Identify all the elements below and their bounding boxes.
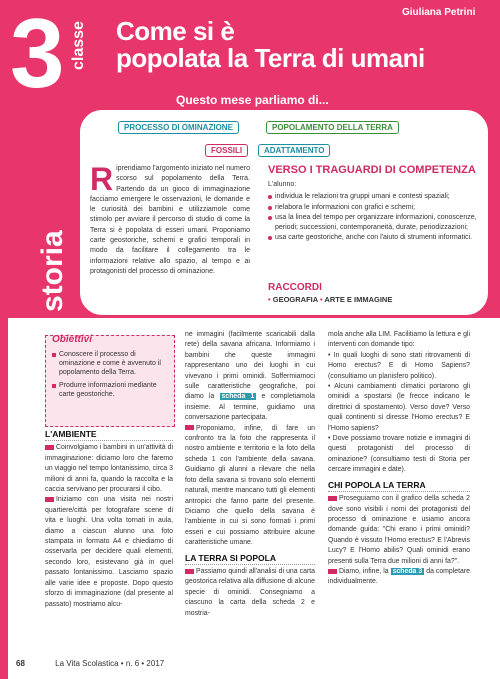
raccordi-heading: RACCORDI: [268, 282, 322, 293]
paragraph-text: e completiamola insieme. Al termine, guidiamo una conversazione partecipata.: [185, 393, 315, 422]
section-heading: CHI POPOLA LA TERRA: [328, 480, 470, 492]
scheda-highlight: scheda 1: [221, 393, 255, 401]
page-number: 68: [16, 659, 25, 668]
page-footer: [16, 659, 164, 668]
list-item: usa la linea del tempo per organizzare informazioni, conoscenze, periodi; successioni, contemporaneità, durate, periodizzazioni;: [268, 213, 480, 232]
paragraph-marker: [185, 425, 194, 430]
column-2: [185, 330, 315, 619]
side-strip: [0, 318, 8, 679]
paragraph-text: Coinvolgiamo i bambini in un'attività di immaginazione: diciamo loro che faremo un viaggio nel tempo lontanissimo, circa 3 milioni di anni fa, quando la raccolta e la caccia servivano per procurarsi il cibo.: [45, 444, 173, 494]
intro-body: iprendiamo l'argomento iniziato nel numero scorso sul popolamento della Terra. Partendo da un gioco di immaginazione facciamo emergere le osservazioni, le domande e le curiosità dei bambini e utilizziamole come stimolo per avviare il percorso di studio di come la Terra si è popolata di esseri umani. Proponiamo carte geostoriche, schemi e grafici temporali in modo da facilitare il collegamento tra le informazioni relative allo spazio, al tempo e ai protagonisti del processo di ominazione.: [90, 165, 250, 275]
paragraph-marker: [328, 569, 337, 574]
grade-label: classe: [70, 21, 87, 70]
raccordo-arte: ARTE E IMMAGINE: [324, 295, 393, 304]
tag-fossili: FOSSILI: [205, 144, 248, 157]
list-item: Produrre informazioni mediante carte geostoriche.: [52, 381, 170, 399]
paragraph-text: Diamo, infine, la: [339, 567, 389, 575]
paragraph-marker: [185, 569, 194, 574]
paragraph: [45, 495, 173, 609]
list-item: usa carte geostoriche, anche con l'aiuto di strumenti informatici.: [268, 233, 480, 243]
magazine-info: La Vita Scolastica • n. 6 • 2017: [55, 659, 165, 668]
section-heading: L'AMBIENTE: [45, 429, 173, 441]
section-heading: LA TERRA SI POPOLA: [185, 553, 315, 565]
obiettivi-heading: Obiettivi: [52, 334, 93, 345]
bullet: • Dove possiamo trovare notizie e immagini di questi protagonisti del processo di ominazione? (consultiamo testi di Storia per cercare immagini e date).: [328, 435, 470, 474]
paragraph: mola anche alla LIM. Facilitiamo la lettura e gli interventi con domande tipo:: [328, 331, 470, 349]
paragraph-text: Passiamo quindi all'analisi di una carta geostorica relativa alla diffusione di alcune specie di ominidi. Consegniamo a ciascuno la carta della scheda 2 e mostria-: [185, 567, 315, 617]
paragraph: [328, 567, 470, 588]
obiettivi-box: [45, 335, 175, 427]
paragraph-text: da completare individualmente.: [328, 567, 470, 586]
author: Giuliana Petrini: [402, 7, 476, 18]
page-title: [116, 18, 425, 72]
raccordo-geografia: GEOGRAFIA: [272, 295, 318, 304]
traguardi-list: [268, 192, 480, 244]
intro-text: [90, 161, 250, 277]
grade-number: 3: [10, 0, 65, 108]
bullet: • In quali luoghi di sono stati ritrovamenti di Homo erectus? E di Homo Sapiens? (consultiamo un planisfero politico).: [328, 351, 470, 380]
obiettivi-list: [52, 350, 170, 402]
traguardi-lead: L'alunno:: [268, 181, 297, 188]
column-3: [328, 330, 470, 588]
paragraph-text: Proponiamo, infine, di fare un confronto tra la foto che rappresenta il nostro ambiente e territorio e la foto della scheda 1 con l'ambiente della savana. Guidiamo gli alunni a rilevare che nella foto della savana si trovano solo elementi naturali, mentre mancano tutti gli elementi antropici che fanno parte del presente. Diciamo che quello della savana è l'ambiente in cui si sono formati i primi esseri e cui possiamo attribuire alcune caratteristiche umane.: [185, 424, 315, 547]
paragraph: [185, 330, 315, 424]
list-item: individua le relazioni tra gruppi umani e contesti spaziali;: [268, 192, 480, 202]
list-item: rielabora le informazioni con grafici e schemi;: [268, 203, 480, 213]
paragraph-text: ne immagini (facilmente scaricabili dalla rete) della savana africana. Informiamo i bambini che queste immagini rappresentano uno dei luoghi in cui vivevano i primi ominidi. Soffermiamoci sulle caratteristiche geografiche, poi diamo la: [185, 331, 315, 401]
drop-cap: R: [90, 161, 114, 197]
paragraph-marker: [45, 497, 54, 502]
month-heading: Questo mese parliamo di...: [176, 93, 329, 107]
traguardi-heading: VERSO I TRAGUARDI DI COMPETENZA: [268, 164, 476, 176]
bullet: • Alcuni cambiamenti climatici portarono gli ominidi a spostarsi (le frecce indicano le direttrici di spostamento). Verso dove? Verso quali continenti si diresse l'Homo erectus? E l'Homo sapiens?: [328, 383, 470, 432]
paragraph: [185, 567, 315, 619]
paragraph-marker: [45, 445, 54, 450]
paragraph-text: Proseguiamo con il grafico della scheda 2 dove sono visibili i nomi dei protagonisti del processo di ominazione e usiamo ancora domande guida: "Chi erano i primi ominidi? Quando è vissuto l'Homo erectus? E l'Abrevis Lucy? E l'Homo abilis? Quali ominidi erano presenti sulla Terra due milioni di anni fa?".: [328, 495, 470, 565]
paragraph: [328, 494, 470, 567]
paragraph-marker: [328, 496, 337, 501]
title-line-1: Come si è: [116, 16, 235, 46]
tag-popolamento: POPOLAMENTO DELLA TERRA: [266, 121, 399, 134]
title-line-2: popolata la Terra di umani: [116, 43, 425, 73]
paragraph-text: Iniziamo con una visita nei nostri quartiere/città per fotografare scene di vita e luoghi. Una volta tornati in aula, diamo a ciascun alunno una foto stampata in formato A4 e chiediamo di osservarla per decidere quali elementi, secondo loro, esistevano già in quel passato lontanissimo. Lasciamo spazio alle varie idee e proposte. Dopo questo sforzo di immaginazione (dal presente al passato) mostriamo alcu-: [45, 496, 173, 608]
column-1: [45, 425, 173, 610]
tag-processo: PROCESSO DI OMINAZIONE: [118, 121, 239, 134]
list-item: Conoscere il processo di ominazione e come è avvenuto il popolamento della Terra.: [52, 350, 170, 378]
tag-adattamento: ADATTAMENTO: [258, 144, 330, 157]
raccordi-list: • GEOGRAFIA • ARTE E IMMAGINE: [268, 295, 393, 304]
paragraph: [185, 424, 315, 549]
paragraph: [45, 443, 173, 495]
subject-label: storia: [36, 230, 69, 312]
scheda-highlight: scheda 3: [392, 567, 423, 575]
